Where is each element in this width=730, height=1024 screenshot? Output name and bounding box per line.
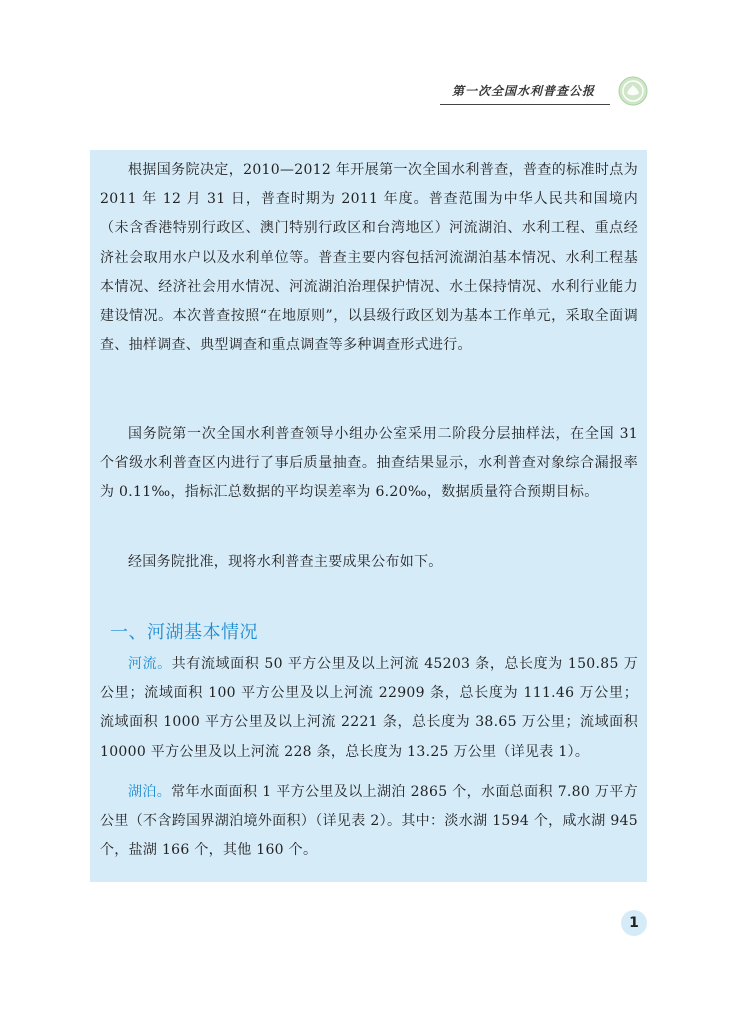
rivers-text: 共有流域面积 50 平方公里及以上河流 45203 条，总长度为 150.85 万公里；流域面积 100 平方公里及以上河流 22909 条，总长度为 111.46 万公里；流域面积 1000 平方公里及以上河流 2221 条，总长度为 38.65 万公里；流域面积 10000 平方公里及以上河流 228 条，总长度为 13.25 万公里（详见表 1）。 [100,656,638,760]
lakes-text: 常年水面面积 1 平方公里及以上湖泊 2865 个，水面总面积 7.80 万平方公里（不含跨国界湖泊境外面积）（详见表 2）。其中：淡水湖 1594 个，咸水湖 945 个，盐湖 166 个，其他 160 个。 [100,784,638,859]
intro-paragraph: 根据国务院决定，2010—2012 年开展第一次全国水利普查，普查的标准时点为 2011 年 12 月 31 日，普查时期为 2011 年度。普查范围为中华人民共和国境内（未含香港特别行政区、澳门特别行政区和台湾地区）河流湖泊、水利工程、重点经济社会取用水户以及水利单位等。普查主要内容包括河流湖泊基本情况、水利工程基本情况、经济社会用水情况、河流湖泊治理保护情况、水土保持情况、水利行业能力建设情况。本次普查按照“在地原则”，以县级行政区划为基本工作单元，采取全面调查、抽样调查、典型调查和重点调查等多种调查形式进行。 [100,162,638,354]
water-census-logo-icon [618,76,648,106]
section-heading: 一、河湖基本情况 [110,622,258,643]
running-header-title: 第一次全国水利普查公报 [452,84,596,98]
page-number: 1 [621,910,647,936]
rivers-label: 河流。 [128,656,172,672]
rivers-paragraph [100,650,638,767]
header-rule [440,104,610,105]
quality-check-paragraph: 国务院第一次全国水利普查领导小组办公室采用二阶段分层抽样法，在全国 31 个省级水利普查区内进行了事后质量抽查。抽查结果显示，水利普查对象综合漏报率为 0.11‰，指标汇总数据的平均误差率为 6.20‰，数据质量符合预期目标。 [100,426,638,501]
lakes-paragraph [100,778,638,866]
announcement-paragraph: 经国务院批准，现将水利普查主要成果公布如下。 [128,554,443,570]
lakes-label: 湖泊。 [128,784,172,800]
